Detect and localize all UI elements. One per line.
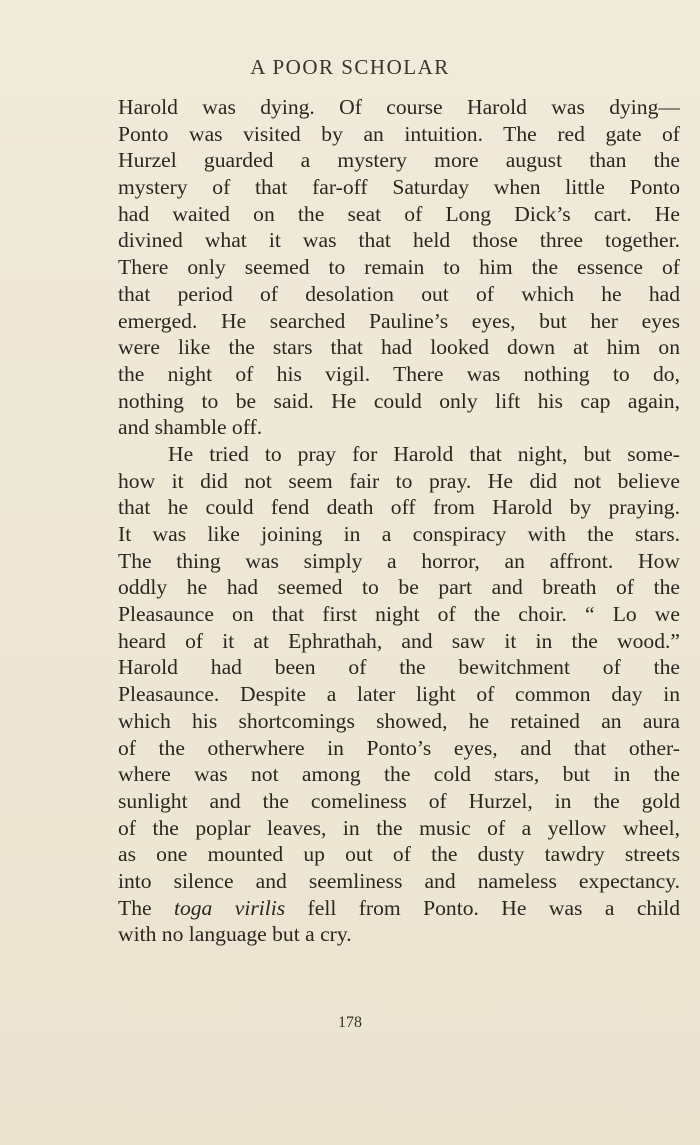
text-line: emerged. He searched Pauline’s eyes, but her eyes xyxy=(118,308,680,333)
text-line: Pleasaunce. Despite a later light of common day in xyxy=(118,682,680,707)
text-line: sunlight and the comeliness of Hurzel, in the gold xyxy=(118,788,680,813)
text-line: which his shortcomings showed, he retained an aura xyxy=(118,708,680,733)
text-line: It was like joining in a conspiracy with the stars. xyxy=(118,522,680,546)
text-line: heard of it at Ephrathah, and saw it in the wood.” xyxy=(118,628,680,653)
text-line: with no language but a cry. xyxy=(118,922,352,947)
text-line: divined what it was that held those three together. xyxy=(118,228,680,253)
text-line: of the otherwhere in Ponto’s eyes, and that other- xyxy=(118,735,680,760)
text-run: fell from Ponto. He was a child xyxy=(285,895,680,920)
text-line: of the poplar leaves, in the music of a yellow wheel, xyxy=(118,815,680,840)
text-line: as one mounted up out of the dusty tawdry streets xyxy=(118,842,680,867)
text-line: Pleasaunce on that first night of the choir. “ Lo we xyxy=(118,602,680,627)
text-line: how it did not seem fair to pray. He did not believe xyxy=(118,468,680,493)
text-line: were like the stars that had looked down at him on xyxy=(118,335,680,360)
text-line: Harold had been of the bewitchment of the xyxy=(118,655,680,680)
paragraph-1 xyxy=(118,94,680,441)
running-head: A POOR SCHOLAR xyxy=(250,55,450,79)
text-line xyxy=(118,895,680,922)
text-line: where was not among the cold stars, but in the xyxy=(118,762,680,787)
text-line: and shamble off. xyxy=(118,415,263,440)
page-number: 178 xyxy=(338,1014,362,1031)
paragraph-2 xyxy=(118,441,680,948)
text-line: had waited on the seat of Long Dick’s cart. He xyxy=(118,201,680,226)
text-line: nothing to be said. He could only lift his cap again, xyxy=(118,388,680,413)
text-line: Harold was dying. Of course Harold was dying— xyxy=(118,95,680,119)
text-line: that he could fend death off from Harold by praying. xyxy=(118,495,680,520)
text-line: the night of his vigil. There was nothing to do, xyxy=(118,361,680,386)
text-run: The xyxy=(118,895,174,920)
text-line: Hurzel guarded a mystery more august than the xyxy=(118,148,680,173)
text-line: There only seemed to remain to him the essence of xyxy=(118,255,680,280)
text-line: The thing was simply a horror, an affront. How xyxy=(118,548,680,573)
text-line: mystery of that far-off Saturday when little Ponto xyxy=(118,175,680,200)
body-text xyxy=(118,94,680,948)
text-line: into silence and seemliness and nameless expectancy. xyxy=(118,868,680,893)
italic-phrase: toga virilis xyxy=(173,895,286,920)
text-line: oddly he had seemed to be part and breath of the xyxy=(118,575,680,600)
text-line: that period of desolation out of which he had xyxy=(118,281,680,306)
text-line: He tried to pray for Harold that night, but some- xyxy=(168,441,680,466)
text-line: Ponto was visited by an intuition. The red gate of xyxy=(118,121,680,146)
